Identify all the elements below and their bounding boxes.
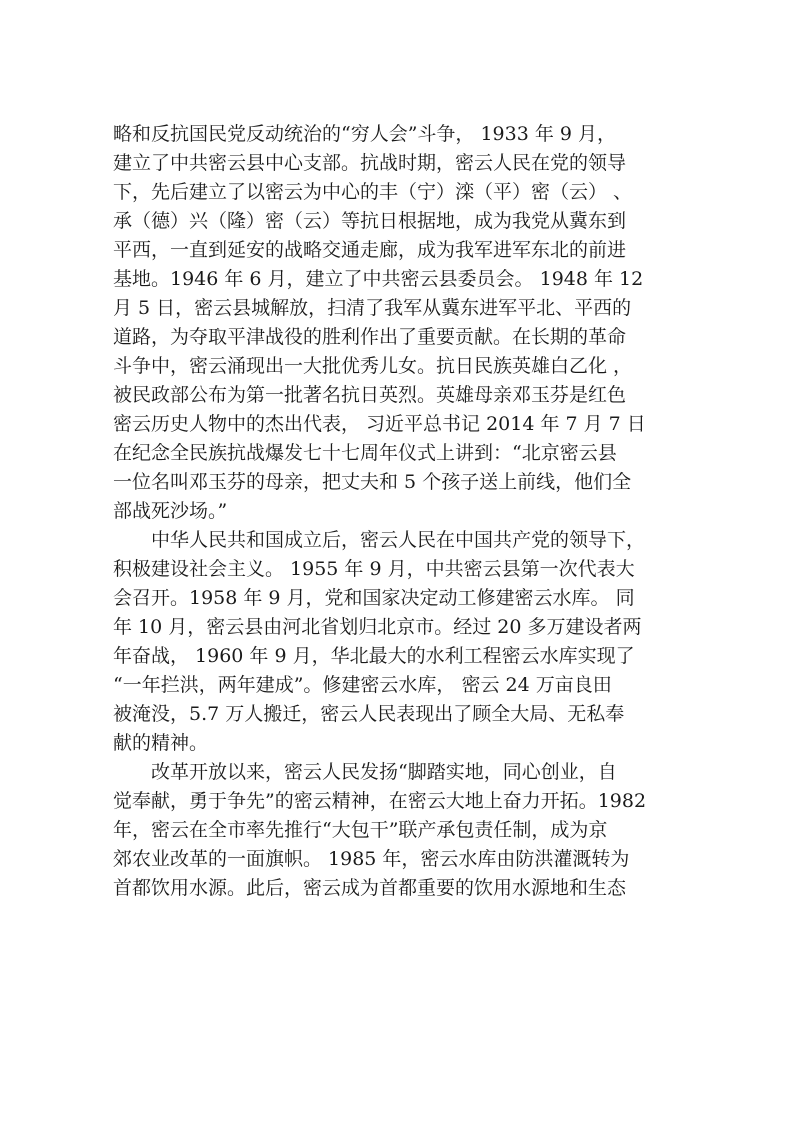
text-line: 道路，为夺取平津战役的胜利作出了重要贡献。在长期的革命 <box>113 326 627 348</box>
paragraph-3 <box>113 758 685 903</box>
text-line: 在纪念全民族抗战爆发七十七周年仪式上讲到：“北京密云县 <box>113 442 617 464</box>
text-line: 改革开放以来，密云人民发扬“脚踏实地，同心创业，自 <box>113 761 617 783</box>
text-line: 月 5 日，密云县城解放，扫清了我军从冀东进军平北、平西的 <box>113 297 632 319</box>
text-line: 年 10 月，密云县由河北省划归北京市。经过 20 多万建设者两 <box>113 616 642 638</box>
text-line: 下，先后建立了以密云为中心的丰（宁）滦（平）密（云） 、 <box>113 181 633 203</box>
paragraph-1 <box>113 120 685 526</box>
text-line: 承（德）兴（隆）密（云）等抗日根据地，成为我党从冀东到 <box>113 210 627 232</box>
text-line: 觉奉献，勇于争先”的密云精神，在密云大地上奋力开拓。1982 <box>113 790 647 812</box>
text-line: “一年拦洪，两年建成”。修建密云水库， 密云 24 万亩良田 <box>113 674 612 696</box>
text-line: 一位名叫邓玉芬的母亲，把丈夫和 5 个孩子送上前线，他们全 <box>113 471 632 493</box>
text-line: 郊农业改革的一面旗帜。 1985 年，密云水库由防洪灌溉转为 <box>113 848 630 870</box>
text-line: 年，密云在全市率先推行“大包干”联产承包责任制，成为京 <box>113 819 608 841</box>
text-line: 斗争中，密云涌现出一大批优秀儿女。抗日民族英雄白乙化 ， <box>113 355 633 377</box>
text-line: 被淹没，5.7 万人搬迁，密云人民表现出了顾全大局、无私奉 <box>113 703 625 725</box>
text-line: 基地。1946 年 6 月，建立了中共密云县委员会。 1948 年 12 <box>113 268 644 290</box>
text-line: 中华人民共和国成立后，密云人民在中国共产党的领导下， <box>113 529 646 551</box>
document-body <box>113 120 685 903</box>
text-line: 年奋战， 1960 年 9 月，华北最大的水利工程密云水库实现了 <box>113 645 635 667</box>
text-line: 平西，一直到延安的战略交通走廊，成为我军进军东北的前进 <box>113 239 627 261</box>
text-line: 献的精神。 <box>113 732 209 754</box>
paragraph-2 <box>113 526 685 758</box>
text-line: 积极建设社会主义。 1955 年 9 月，中共密云县第一次代表大 <box>113 558 635 580</box>
text-line: 被民政部公布为第一批著名抗日英烈。英雄母亲邓玉芬是红色 <box>113 384 627 406</box>
text-line: 密云历史人物中的杰出代表， 习近平总书记 2014 年 7 月 7 日 <box>113 413 646 435</box>
text-line: 首都饮用水源。此后，密云成为首都重要的饮用水源地和生态 <box>113 877 627 899</box>
text-line: 部战死沙场。” <box>113 500 228 522</box>
text-line: 会召开。1958 年 9 月，党和国家决定动工修建密云水库。 同 <box>113 587 635 609</box>
text-line: 建立了中共密云县中心支部。抗战时期，密云人民在党的领导 <box>113 152 627 174</box>
text-line: 略和反抗国民党反动统治的“穷人会”斗争， 1933 年 9 月， <box>113 123 617 145</box>
